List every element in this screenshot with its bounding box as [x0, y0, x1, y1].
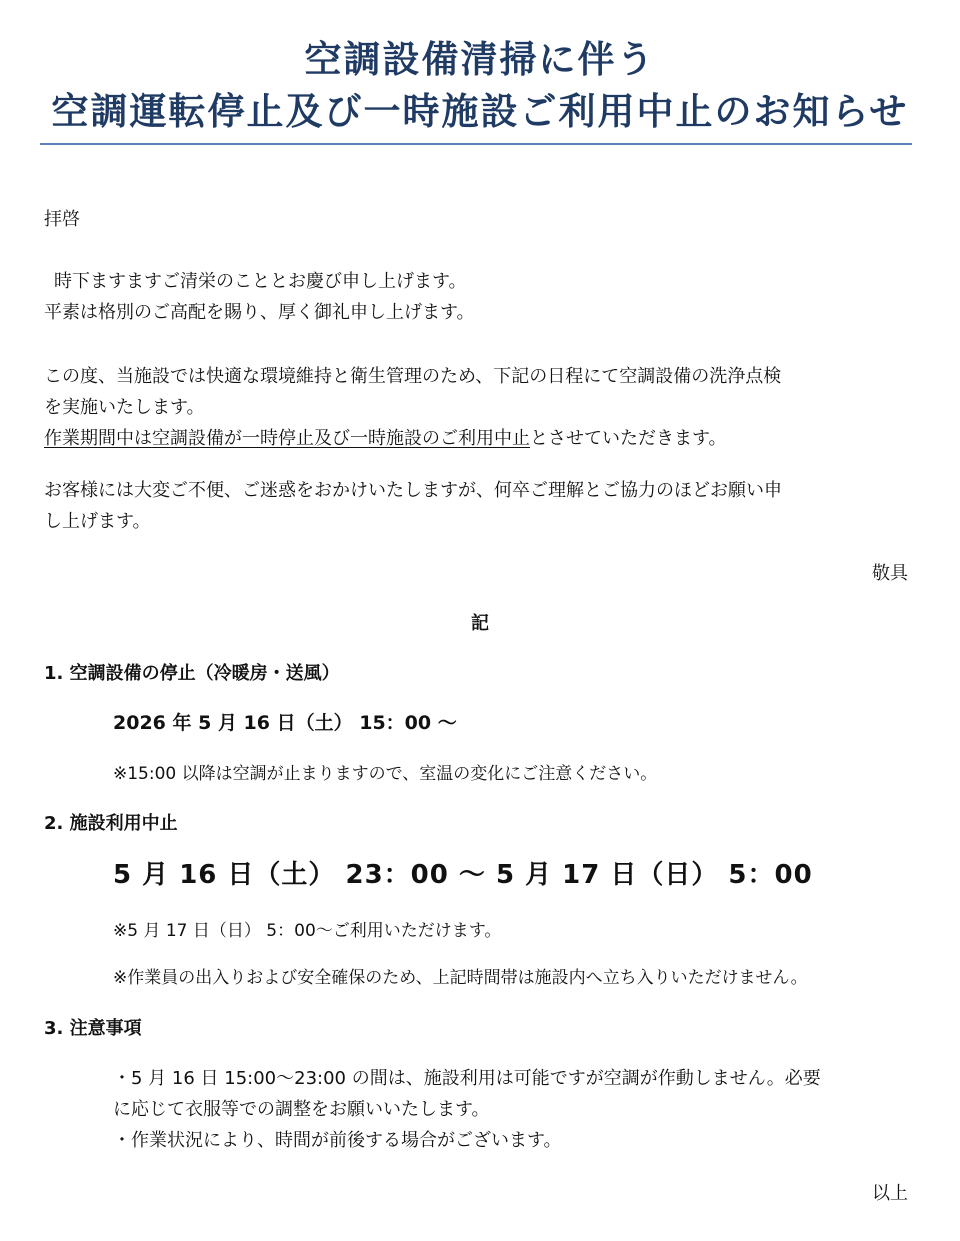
apology-line-1: お客様には大変ご不便、ご迷惑をおかけいたしますが、何卒ご理解とご協力のほどお願い申 [44, 480, 782, 501]
item2-datetime: 5 月 16 日（土） 23：00 ～ 5 月 17 日（日） 5：00 [113, 860, 813, 890]
announcement-line-3-rest: とさせていただきます。 [530, 428, 727, 449]
item3-bullet1-line1: ・5 月 16 日 15:00～23:00 の間は、施設利用は可能ですが空調が作動しません。必要 [113, 1068, 821, 1089]
closing-salutation: 敬具 [872, 563, 908, 584]
underlined-suspension-text: 作業期間中は空調設備が一時停止及び一時施設のご利用中止 [44, 428, 530, 449]
announcement-line-2: を実施いたします。 [44, 397, 205, 418]
item1-datetime: 2026 年 5 月 16 日（土） 15：00 ～ [113, 712, 457, 734]
announcement-line-1: この度、当施設では快適な環境維持と衛生管理のため、下記の日程にて空調設備の洗浄点検 [44, 366, 782, 387]
notice-title-line1: 空調設備清掃に伴う [304, 38, 656, 81]
item1-note: ※15:00 以降は空調が止まりますので、室温の変化にご注意ください。 [113, 764, 658, 784]
ki-heading: 記 [471, 613, 489, 634]
item3-heading: 3. 注意事項 [44, 1018, 142, 1039]
opening-salutation: 拝啓 [44, 209, 80, 230]
item1-heading: 1. 空調設備の停止（冷暖房・送風） [44, 663, 340, 684]
announcement-line-3 [44, 428, 727, 450]
item2-heading: 2. 施設利用中止 [44, 813, 178, 834]
notice-title-line2: 空調運転停止及び一時施設ご利用中止のお知らせ [51, 90, 909, 133]
apology-line-2: し上げます。 [44, 511, 151, 532]
item3-bullet1-line2: に応じて衣服等での調整をお願いいたします。 [113, 1099, 490, 1120]
item2-note-2: ※作業員の出入りおよび安全確保のため、上記時間帯は施設内へ立ち入りいただけません。 [113, 968, 808, 988]
greeting-line-2: 平素は格別のご高配を賜り、厚く御礼申し上げます。 [44, 302, 475, 323]
greeting-line-1: 時下ますますご清栄のこととお慶び申し上げます。 [54, 271, 467, 292]
item3-bullet2: ・作業状況により、時間が前後する場合がございます。 [113, 1130, 562, 1151]
end-mark: 以上 [872, 1183, 908, 1204]
item2-note-1: ※5 月 17 日（日） 5：00～ご利用いただけます。 [113, 921, 502, 941]
title-underline-rule [40, 143, 912, 145]
